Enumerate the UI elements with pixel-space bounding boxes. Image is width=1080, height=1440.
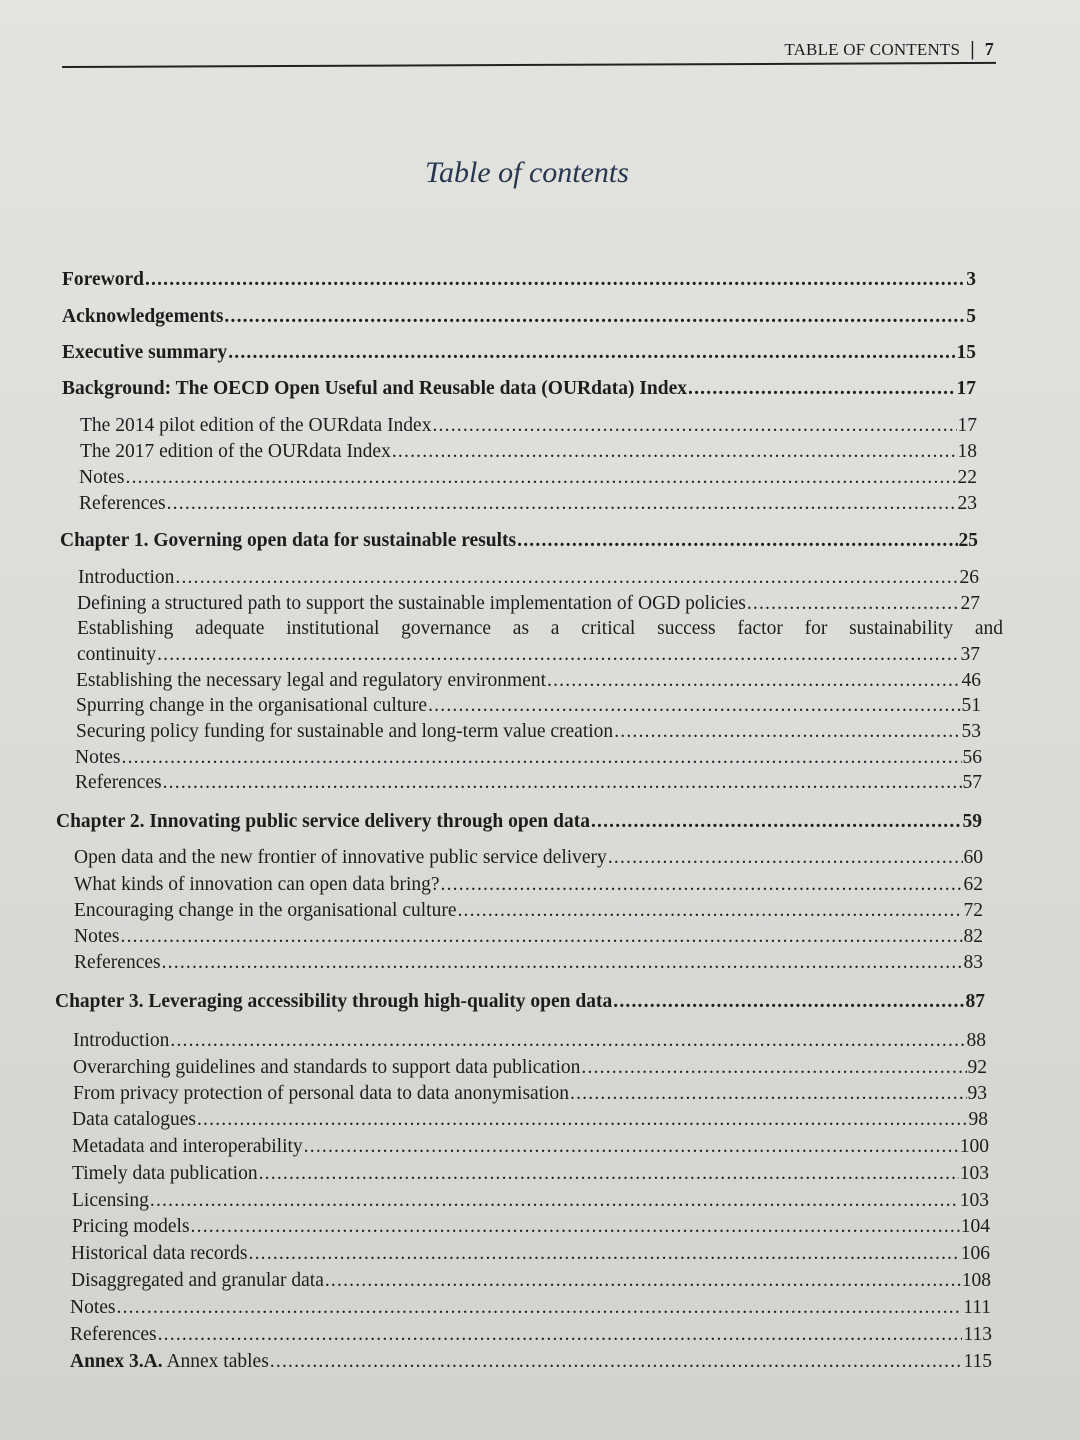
- toc-entry-page: 53: [961, 721, 981, 742]
- toc-entry[interactable]: [72, 1189, 989, 1213]
- toc-leader-dots: [432, 414, 956, 438]
- toc-entry[interactable]: [70, 1296, 991, 1320]
- toc-entry[interactable]: [74, 951, 983, 975]
- toc-entry-page: 108: [961, 1270, 991, 1291]
- toc-entry[interactable]: [74, 899, 983, 923]
- toc-entry-label: Chapter 3. Leveraging accessibility through high-quality open data: [55, 991, 613, 1012]
- toc-entry[interactable]: [75, 771, 982, 795]
- toc-leader-dots: [228, 341, 955, 365]
- toc-entry-page: 59: [962, 811, 982, 832]
- toc-entry-page: 23: [957, 493, 977, 514]
- toc-entry-page: 82: [963, 926, 983, 947]
- toc-entry-label: References: [70, 1324, 157, 1345]
- toc-entry-label: The 2017 edition of the OURdata Index: [80, 441, 391, 462]
- toc-leader-dots: [613, 990, 964, 1014]
- toc-entry-page: 93: [967, 1083, 987, 1104]
- toc-leader-dots: [157, 643, 959, 667]
- toc-leader-dots: [126, 466, 957, 490]
- toc-leader-dots: [167, 492, 957, 516]
- toc-leader-dots: [162, 951, 963, 975]
- toc-entry-label: Spurring change in the organisational culture: [76, 695, 428, 716]
- toc-entry[interactable]: [62, 377, 976, 401]
- toc-leader-dots: [158, 1323, 963, 1347]
- page-title: Table of contents: [425, 156, 629, 189]
- toc-entry-page: 115: [963, 1351, 992, 1372]
- toc-entry-label: The 2014 pilot edition of the OURdata Index: [80, 415, 432, 436]
- toc-entry-label: Background: The OECD Open Useful and Reusable data (OURdata) Index: [62, 378, 688, 399]
- toc-entry-label: Open data and the new frontier of innovative public service delivery: [74, 847, 607, 868]
- toc-entry[interactable]: [76, 720, 981, 744]
- toc-entry[interactable]: [73, 1082, 987, 1106]
- toc-leader-dots: [747, 592, 960, 616]
- toc-entry-page: 5: [966, 306, 976, 327]
- toc-entry-label: Data catalogues: [72, 1109, 196, 1130]
- toc-entry[interactable]: [70, 1350, 992, 1374]
- toc-entry[interactable]: [71, 1242, 990, 1266]
- toc-leader-dots: [441, 873, 963, 897]
- toc-entry-page: 100: [959, 1136, 989, 1157]
- toc-entry[interactable]: [79, 492, 977, 516]
- toc-entry-page: 87: [965, 991, 985, 1012]
- toc-entry-page: 26: [959, 567, 979, 588]
- toc-entry[interactable]: [72, 1215, 990, 1239]
- toc-entry[interactable]: [62, 305, 976, 329]
- toc-entry-label: What kinds of innovation can open data bring?: [74, 874, 440, 895]
- toc-entry[interactable]: [56, 810, 982, 834]
- toc-entry-label: References: [79, 493, 166, 514]
- annex-label-bold: Annex 3.A.: [70, 1351, 163, 1372]
- toc-entry-page: 37: [960, 644, 980, 665]
- toc-entry-label: Acknowledgements: [62, 306, 224, 327]
- toc-entry[interactable]: [79, 466, 977, 490]
- toc-entry-page: 83: [963, 952, 983, 973]
- toc-leader-dots: [249, 1242, 960, 1266]
- toc-leader-dots: [122, 746, 962, 770]
- toc-entry-label: Securing policy funding for sustainable and long-term value creation: [76, 721, 614, 742]
- toc-entry-page: 88: [966, 1030, 986, 1051]
- toc-entry-label: From privacy protection of personal data to data anonymisation: [73, 1083, 570, 1104]
- toc-entry[interactable]: [74, 873, 983, 897]
- toc-leader-dots: [259, 1162, 959, 1186]
- toc-entry-label: Notes: [74, 926, 120, 947]
- toc-leader-dots: [608, 846, 963, 870]
- toc-entry-label: Defining a structured path to support the sustainable implementation of OGD policies: [77, 593, 746, 614]
- toc-entry-page: 56: [962, 747, 982, 768]
- toc-leader-dots: [304, 1135, 959, 1159]
- toc-leader-dots: [428, 694, 960, 718]
- toc-entry-page: 104: [960, 1216, 990, 1237]
- toc-leader-dots: [170, 1029, 965, 1053]
- toc-entry[interactable]: [78, 566, 979, 590]
- toc-leader-dots: [197, 1108, 968, 1132]
- toc-entry[interactable]: [60, 529, 978, 553]
- toc-entry[interactable]: [62, 268, 976, 292]
- toc-leader-dots: [570, 1082, 966, 1106]
- toc-entry[interactable]: [62, 341, 976, 365]
- toc-entry-page: 17: [957, 415, 977, 436]
- toc-entry[interactable]: [72, 1162, 989, 1186]
- toc-entry-page: 113: [963, 1324, 992, 1345]
- toc-leader-dots: [591, 810, 962, 834]
- toc-leader-dots: [121, 925, 963, 949]
- toc-entry-label: Timely data publication: [72, 1163, 258, 1184]
- toc-entry-page: 17: [956, 378, 976, 399]
- toc-entry-label: Establishing the necessary legal and regulatory environment: [76, 670, 547, 691]
- toc-entry-label: [70, 1350, 269, 1374]
- toc-entry[interactable]: [74, 846, 983, 870]
- toc-entry-page: 60: [963, 847, 983, 868]
- toc-entry-page: 57: [962, 772, 982, 793]
- toc-leader-dots: [117, 1296, 963, 1320]
- toc-entry-page: 46: [961, 670, 981, 691]
- toc-leader-dots: [517, 529, 957, 553]
- toc-leader-dots: [150, 1189, 959, 1213]
- toc-entry[interactable]: [76, 669, 981, 693]
- toc-entry-label: Executive summary: [62, 342, 228, 363]
- toc-entry-label: Chapter 1. Governing open data for sustainable results: [60, 530, 517, 551]
- toc-entry[interactable]: [70, 1323, 992, 1347]
- toc-entry-label: Pricing models: [72, 1216, 190, 1237]
- toc-entry-page: 106: [960, 1243, 990, 1264]
- toc-entry-label: References: [75, 772, 162, 793]
- toc-entry[interactable]: [80, 440, 977, 464]
- toc-entry-label: Notes: [70, 1297, 116, 1318]
- toc-entry-label: Introduction: [73, 1030, 170, 1051]
- toc-leader-dots: [145, 268, 965, 292]
- toc-entry[interactable]: [80, 414, 977, 438]
- running-header-separator: |: [970, 38, 975, 60]
- toc-leader-dots: [581, 1056, 966, 1080]
- toc-entry[interactable]: [71, 1269, 991, 1293]
- toc-entry-page: 62: [963, 874, 983, 895]
- toc-entry-label: Historical data records: [71, 1243, 248, 1264]
- toc-entry-label-wrapped[interactable]: Establishing adequate institutional governance as a critical success factor for sustainability and: [77, 618, 1003, 639]
- toc-entry-page: 111: [963, 1297, 991, 1318]
- running-header-section: TABLE OF CONTENTS: [784, 39, 961, 59]
- toc-leader-dots: [163, 771, 962, 795]
- toc-entry-page: 51: [961, 695, 981, 716]
- toc-leader-dots: [270, 1350, 963, 1374]
- toc-entry-label: Chapter 2. Innovating public service delivery through open data: [56, 811, 590, 832]
- toc-leader-dots: [392, 440, 957, 464]
- toc-entry[interactable]: [75, 746, 982, 770]
- toc-entry-label: continuity: [77, 644, 157, 665]
- toc-entry[interactable]: [77, 592, 980, 616]
- toc-entry-label: Foreword: [62, 269, 144, 290]
- toc-leader-dots: [224, 305, 965, 329]
- toc-leader-dots: [325, 1269, 961, 1293]
- toc-entry[interactable]: [73, 1056, 987, 1080]
- toc-entry-page: 72: [963, 900, 983, 921]
- toc-entry-page: 98: [968, 1109, 988, 1130]
- toc-leader-dots: [614, 720, 960, 744]
- toc-entry-label: Metadata and interoperability: [72, 1136, 303, 1157]
- toc-entry-page: 103: [959, 1163, 989, 1184]
- toc-entry[interactable]: [77, 643, 980, 667]
- toc-entry-label: Overarching guidelines and standards to support data publication: [73, 1057, 581, 1078]
- toc-entry-page: 15: [956, 342, 976, 363]
- toc-entry-label: Licensing: [72, 1190, 149, 1211]
- toc-entry-page: 3: [966, 269, 976, 290]
- toc-entry[interactable]: [74, 925, 983, 949]
- toc-entry-label: Notes: [75, 747, 121, 768]
- toc-entry[interactable]: [72, 1135, 989, 1159]
- toc-leader-dots: [175, 566, 958, 590]
- toc-entry-page: 18: [957, 441, 977, 462]
- running-header-page-number: 7: [984, 39, 994, 59]
- toc-entry-page: 103: [959, 1190, 989, 1211]
- toc-entry[interactable]: [73, 1029, 986, 1053]
- toc-entry-page: 27: [960, 593, 980, 614]
- toc-leader-dots: [547, 669, 960, 693]
- toc-entry-label: Disaggregated and granular data: [71, 1270, 324, 1291]
- toc-entry-label: Introduction: [78, 567, 175, 588]
- annex-label-rest: Annex tables: [162, 1351, 269, 1372]
- toc-leader-dots: [688, 377, 955, 401]
- toc-entry-page: 22: [957, 467, 977, 488]
- toc-leader-dots: [457, 899, 962, 923]
- toc-entry[interactable]: [55, 990, 985, 1014]
- toc-entry-page: 25: [958, 530, 978, 551]
- toc-entry-label: Notes: [79, 467, 125, 488]
- toc-entry-label: Encouraging change in the organisational culture: [74, 900, 457, 921]
- toc-entry-page: 92: [967, 1057, 987, 1078]
- toc-leader-dots: [191, 1215, 960, 1239]
- toc-entry-label: References: [74, 952, 161, 973]
- toc-entry[interactable]: [72, 1108, 988, 1132]
- toc-entry[interactable]: [76, 694, 981, 718]
